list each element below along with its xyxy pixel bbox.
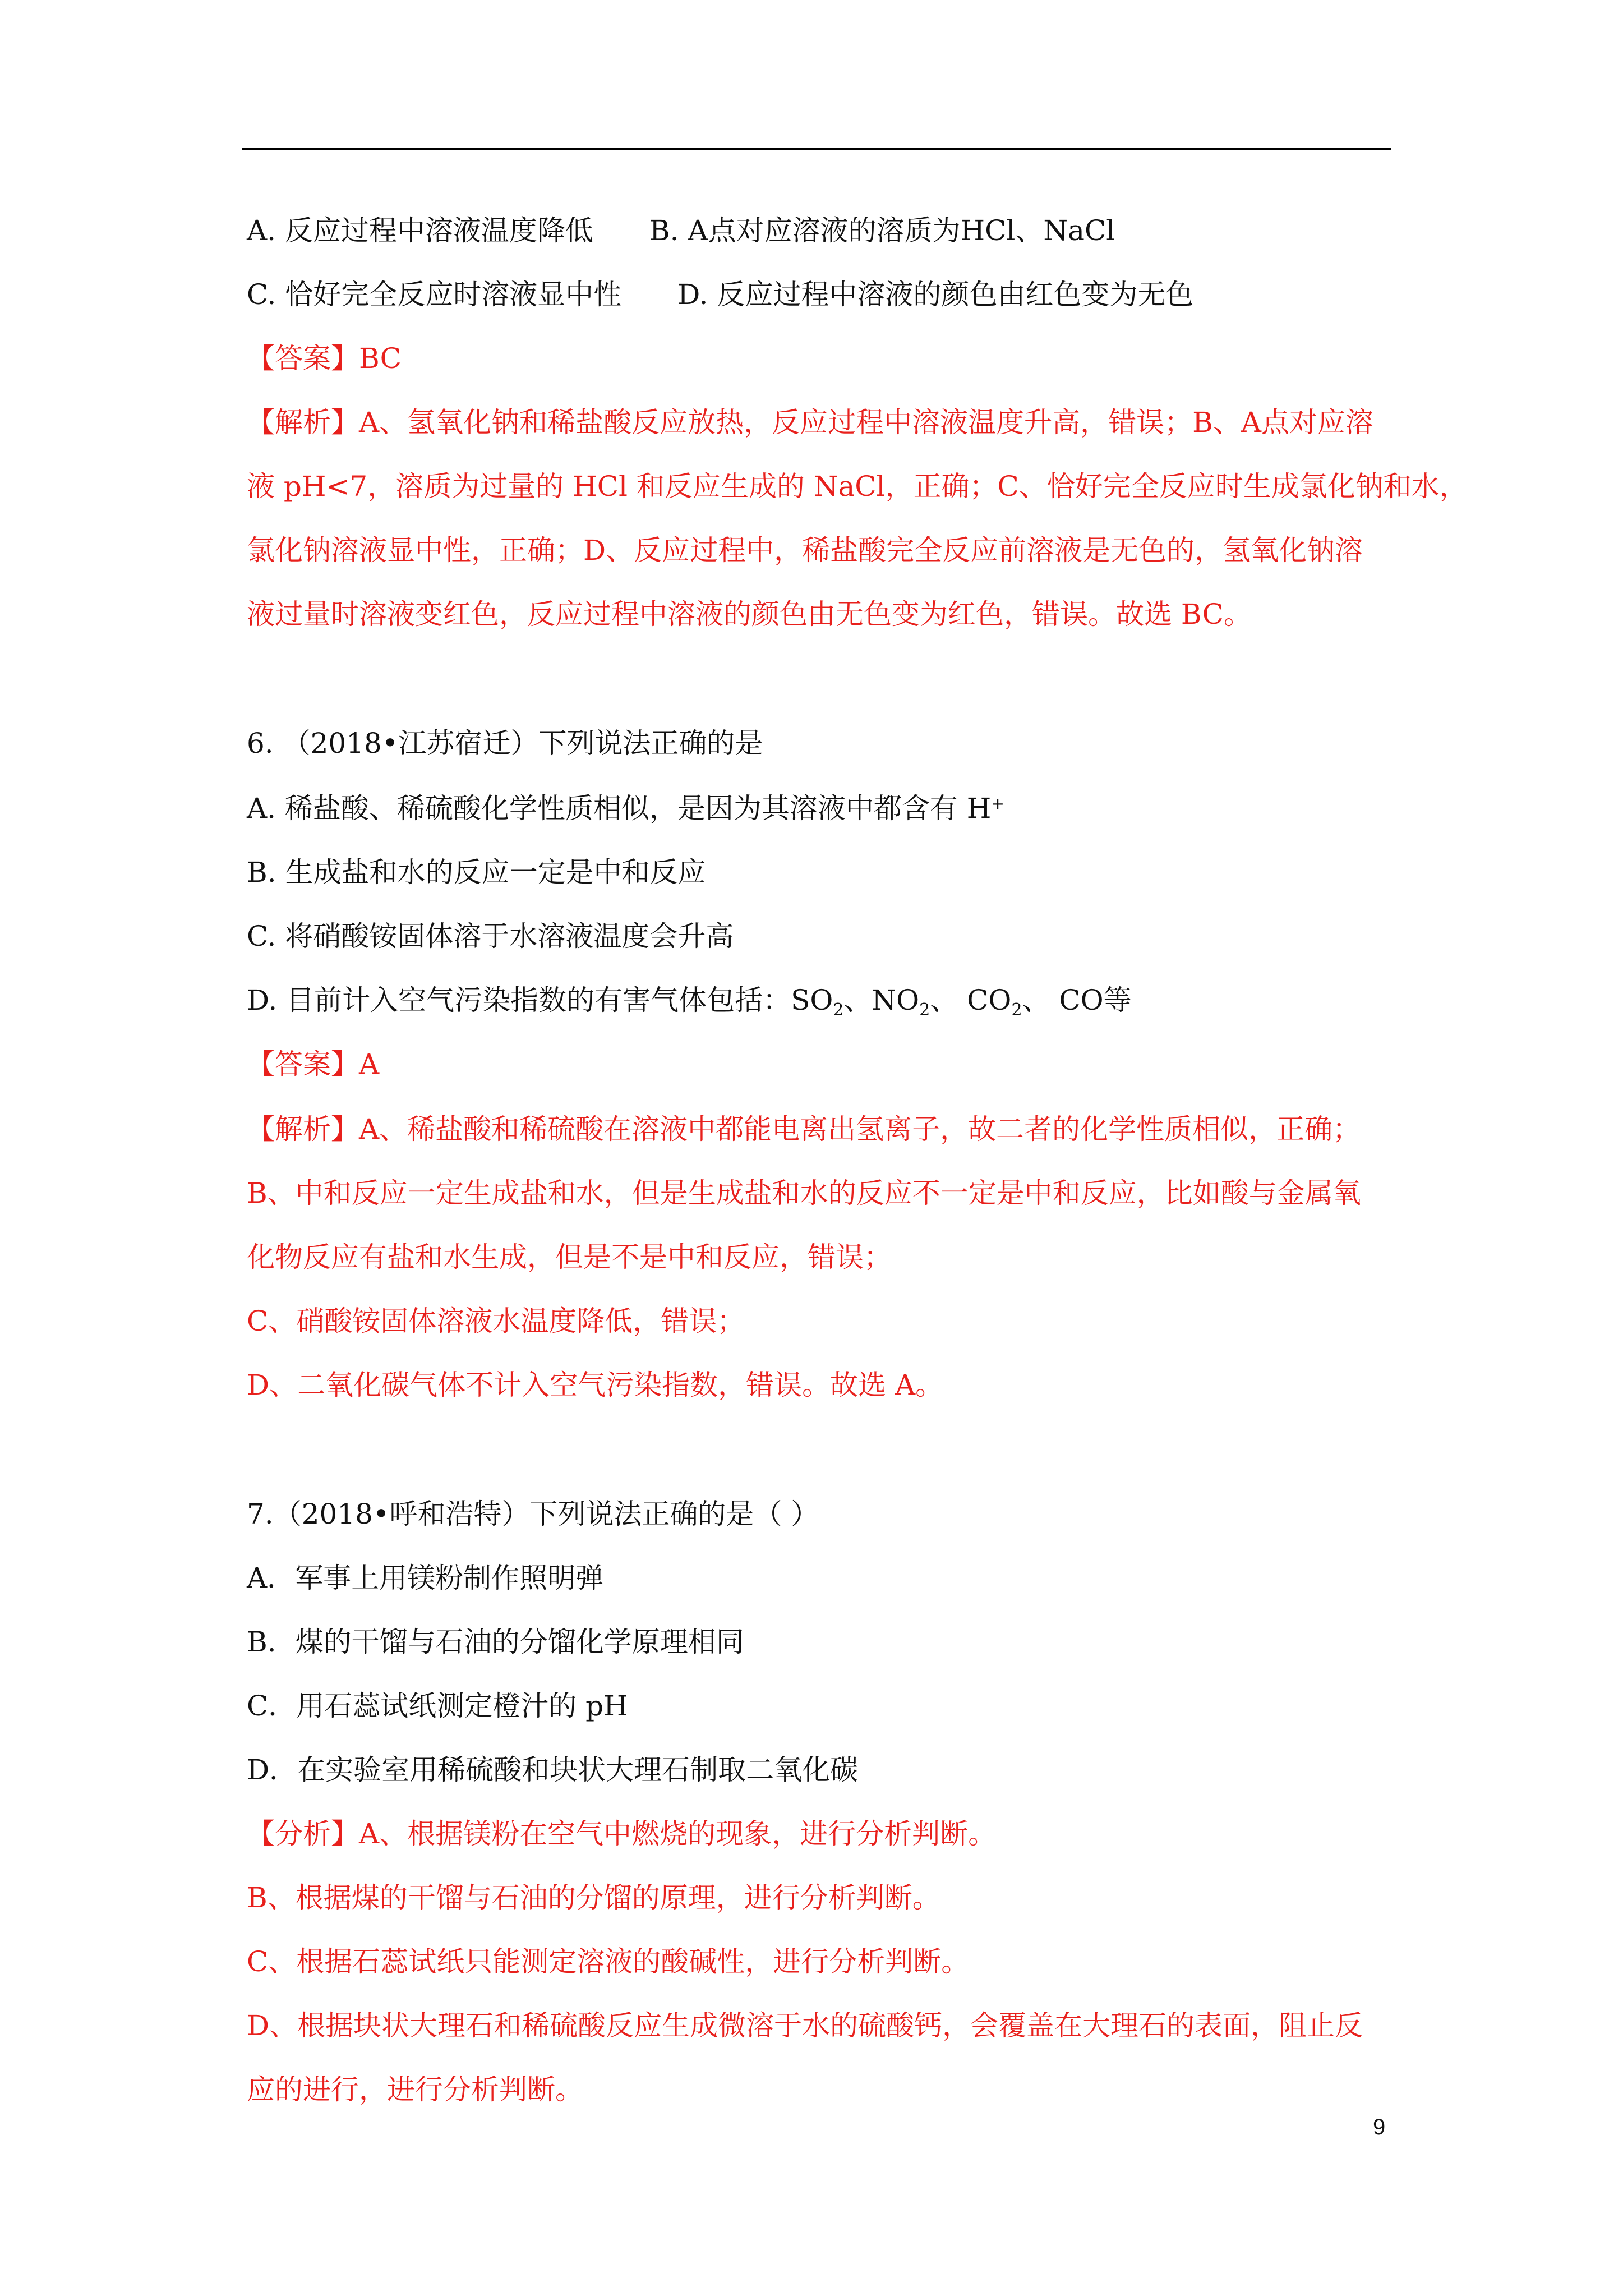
q6-so2-subscript: 2 (833, 1000, 844, 1020)
q7-option-d: D．在实验室用稀硫酸和块状大理石制取二氧化碳 (247, 1754, 859, 1786)
q6-answer: 【答案】A (247, 1048, 380, 1080)
q5-option-b: B. A点对应溶液的溶质为HCl、NaCl (649, 214, 1115, 247)
q6-option-d-co2: 、 CO (930, 984, 1012, 1016)
q6-option-a-superscript: + (991, 794, 1004, 813)
q6-analysis-line-3: 化物反应有盐和水生成，但是不是中和反应，错误； (247, 1241, 892, 1273)
q5-option-d: D. 反应过程中溶液的颜色由红色变为无色 (677, 278, 1194, 311)
q5-analysis-line-4: 液过量时溶液变红色，反应过程中溶液的颜色由无色变为红色，错误。故选 BC。 (247, 598, 1252, 631)
q6-analysis-line-4: C、硝酸铵固体溶液水温度降低，错误； (247, 1305, 745, 1337)
q6-analysis-line-5: D、二氧化碳气体不计入空气污染指数，错误。故选 A。 (247, 1369, 944, 1401)
q6-option-d-no: 、NO (843, 984, 920, 1016)
q7-analysis-line-3: C、根据石蕊试纸只能测定溶液的酸碱性，进行分析判断。 (247, 1945, 970, 1978)
header-rule (242, 148, 1391, 150)
q5-options-row-1 (247, 212, 1115, 249)
q7-option-c: C．用石蕊试纸测定橙汁的 pH (247, 1690, 628, 1722)
q7-analysis-line-5: 应的进行，进行分析判断。 (247, 2073, 583, 2106)
q6-option-b: B. 生成盐和水的反应一定是中和反应 (247, 856, 706, 889)
q6-option-a-text: A. 稀盐酸、稀硫酸化学性质相似，是因为其溶液中都含有 H (247, 792, 992, 825)
q6-option-c: C. 将硝酸铵固体溶于水溶液温度会升高 (247, 920, 734, 953)
q5-option-a: A. 反应过程中溶液温度降低 (247, 214, 593, 247)
q6-option-a (247, 790, 1004, 827)
q5-options-row-2 (247, 276, 1193, 313)
q6-stem: 6. （2018•江苏宿迁）下列说法正确的是 (247, 727, 763, 760)
q7-analysis-line-2: B、根据煤的干馏与石油的分馏的原理，进行分析判断。 (247, 1881, 940, 1914)
q6-analysis-line-2: B、中和反应一定生成盐和水，但是生成盐和水的反应不一定是中和反应，比如酸与金属氧 (247, 1177, 1361, 1209)
q7-analysis-line-4: D、根据块状大理石和稀硫酸反应生成微溶于水的硫酸钙，会覆盖在大理石的表面，阻止反 (247, 2009, 1363, 2042)
q5-analysis-line-3: 氯化钠溶液显中性，正确；D、反应过程中，稀盐酸完全反应前溶液是无色的，氢氧化钠溶 (247, 534, 1363, 567)
q6-co2-subscript: 2 (1011, 1000, 1022, 1020)
q5-analysis-line-1: 【解析】A、氢氧化钠和稀盐酸反应放热，反应过程中溶液温度升高，错误；B、A点对应溶 (247, 406, 1373, 439)
q7-stem: 7.（2018•呼和浩特）下列说法正确的是（ ） (247, 1498, 819, 1530)
q5-analysis-line-2: 液 pH<7，溶质为过量的 HCl 和反应生成的 NaCl，正确；C、恰好完全反应时生成氯化钠和水， (247, 470, 1468, 503)
q6-analysis-line-1: 【解析】A、稀盐酸和稀硫酸在溶液中都能电离出氢离子，故二者的化学性质相似，正确； (247, 1113, 1361, 1145)
page-number: 9 (1373, 2115, 1386, 2139)
q7-option-b: B．煤的干馏与石油的分馏化学原理相同 (247, 1626, 744, 1658)
q6-option-d (247, 982, 1132, 1023)
q6-option-d-prefix: D. 目前计入空气污染指数的有害气体包括：SO (247, 984, 833, 1016)
q7-analysis-line-1: 【分析】A、根据镁粉在空气中燃烧的现象，进行分析判断。 (247, 1818, 997, 1850)
q6-no2-subscript: 2 (919, 1000, 930, 1020)
q6-option-d-suffix: 、 CO等 (1022, 984, 1132, 1016)
q5-answer: 【答案】BC (247, 342, 402, 375)
q5-option-c: C. 恰好完全反应时溶液显中性 (247, 278, 622, 311)
q7-option-a: A．军事上用镁粉制作照明弹 (247, 1562, 604, 1594)
